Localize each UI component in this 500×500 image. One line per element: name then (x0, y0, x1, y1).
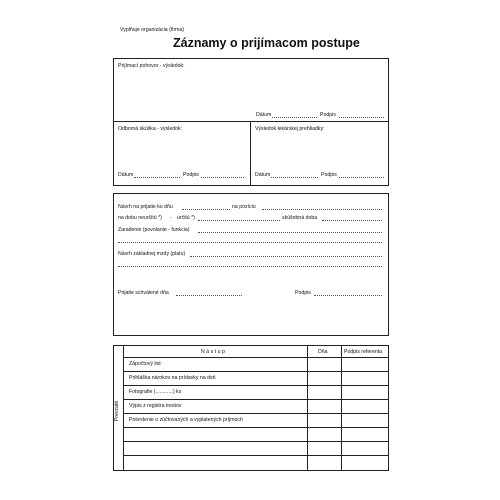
side-column-divider (123, 346, 124, 470)
filler-note: Vyplňuje organizácia (firma) (120, 27, 185, 33)
interview-section (113, 58, 389, 186)
salary-line[interactable] (190, 256, 382, 257)
classification-label: Zaradenie (povolanie - funkcia) (118, 227, 190, 233)
interview-date-line[interactable] (272, 117, 317, 118)
medical-date-line[interactable] (271, 177, 318, 178)
header-dna: Dňa (318, 349, 328, 355)
header-nastup: Nástup (201, 349, 227, 355)
row-divider (123, 371, 388, 372)
header-divider (123, 357, 388, 358)
row-divider (123, 385, 388, 386)
onboarding-table (113, 345, 389, 471)
medical-signature-line[interactable] (339, 177, 384, 178)
row-label: Prihláška nárokov na prídavky na deti (129, 375, 216, 381)
interview-label: Prijímací pohovor - výsledok: (118, 63, 185, 69)
test-date-line[interactable] (134, 177, 180, 178)
section1-vdivider (250, 121, 251, 185)
row-label: Výpis z registra trestov (129, 403, 182, 409)
signature-column-divider (341, 346, 342, 470)
row-divider (123, 427, 388, 428)
interview-date-label: Dátum (256, 112, 272, 118)
approved-label: Prijatie schválené dňa (118, 290, 169, 296)
position-label: na pozíciu (232, 204, 256, 210)
definite-label: určitú *) (177, 215, 195, 221)
test-date-label: Dátum (118, 172, 134, 178)
probation-line[interactable] (322, 220, 382, 221)
row-label: Potvrdenie o zúčtovaných a vyplatených príjmoch (129, 417, 243, 423)
test-signature-line[interactable] (201, 177, 244, 178)
proposal-section (113, 193, 389, 336)
interview-signature-line[interactable] (339, 117, 384, 118)
row-divider (123, 413, 388, 414)
test-signature-label: Podpis (183, 172, 199, 178)
indefinite-label: na dobu neurčitú *) (118, 215, 162, 221)
page-title: Záznamy o prijímacom postupe (173, 36, 360, 50)
row-label: Fotografie (............) ks (129, 389, 182, 395)
approval-signature-line[interactable] (314, 295, 382, 296)
row-label: Zápočtový list (129, 361, 161, 367)
classification-line[interactable] (198, 232, 382, 233)
medical-label: Výsledok lekárskej prehliadky: (255, 126, 325, 132)
date-column-divider (307, 346, 308, 470)
position-line[interactable] (262, 209, 382, 210)
classification-line-2[interactable] (118, 242, 382, 243)
approval-signature-label: Podpis (295, 290, 311, 296)
section1-divider (114, 121, 388, 122)
test-label: Odborná skúška - výsledok: (118, 126, 183, 132)
salary-line-2[interactable] (118, 266, 382, 267)
proposal-label: Návrh na prijatie ku dňu (118, 204, 173, 210)
medical-date-label: Dátum (255, 172, 271, 178)
row-divider (123, 455, 388, 456)
probation-label: skúšobná doba (282, 215, 318, 221)
side-label-prevzate: Prevzaté (114, 400, 121, 422)
salary-label: Návrh základnej mzdy (platu) (118, 251, 186, 257)
header-signature: Podpis referenta (344, 349, 383, 355)
row-divider (123, 399, 388, 400)
approved-date-line[interactable] (176, 295, 242, 296)
row-divider (123, 441, 388, 442)
term-separator: - (170, 215, 172, 221)
medical-signature-label: Podpis (321, 172, 337, 178)
definite-line[interactable] (198, 220, 280, 221)
interview-signature-label: Podpis (320, 112, 336, 118)
proposal-date-line[interactable] (182, 209, 230, 210)
